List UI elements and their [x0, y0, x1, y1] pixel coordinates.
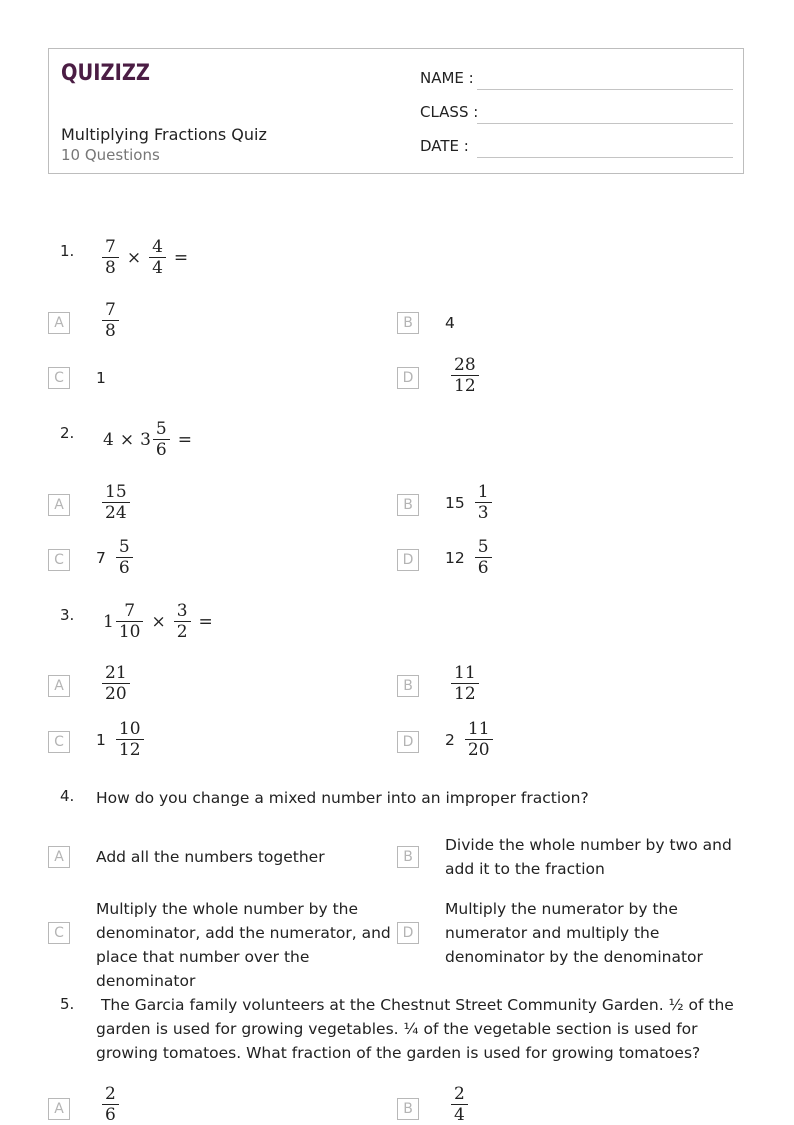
date-field[interactable]: [477, 157, 733, 158]
question-number: 2.: [60, 424, 75, 442]
option-b-answer: Divide the whole number by two and add it to the fraction: [445, 836, 732, 878]
question-2-expression: 4 × 3 $\frac{5}{6}$ =: [103, 419, 192, 460]
option-a-answer: $\frac{2}{6}$: [100, 1084, 121, 1125]
question-number: 1.: [60, 242, 75, 260]
quiz-header: [48, 48, 744, 174]
quiz-title: Multiplying Fractions Quiz: [61, 125, 267, 144]
name-field[interactable]: [477, 89, 733, 90]
option-box-b[interactable]: B: [397, 494, 419, 516]
option-c-answer: 1: [96, 369, 106, 387]
date-label: DATE :: [420, 137, 469, 155]
option-box-b[interactable]: B: [397, 675, 419, 697]
option-box-b[interactable]: B: [397, 1098, 419, 1120]
option-box-a[interactable]: A: [48, 494, 70, 516]
question-1-expression: $\frac{7}{8}$ × $\frac{4}{4}$ =: [100, 237, 194, 278]
question-number: 3.: [60, 606, 75, 624]
option-b-answer: $\frac{2}{4}$: [449, 1084, 470, 1125]
option-box-b[interactable]: B: [397, 846, 419, 868]
option-a-answer: $\frac{21}{20}$: [100, 663, 132, 704]
option-box-a[interactable]: A: [48, 312, 70, 334]
option-box-a[interactable]: A: [48, 846, 70, 868]
option-c-answer: 1 $\frac{10}{12}$: [96, 719, 146, 760]
option-c-answer: Multiply the whole number by the denominator, add the numerator, and place that number over the denominator: [96, 900, 391, 990]
quizizz-logo: [61, 59, 153, 89]
option-d-answer: 12 $\frac{5}{6}$: [445, 537, 494, 578]
question-3-expression: 1 $\frac{7}{10}$ × $\frac{3}{2}$ =: [103, 601, 213, 642]
question-4-text: How do you change a mixed number into an improper fraction?: [96, 789, 589, 807]
option-box-d[interactable]: D: [397, 731, 419, 753]
question-number: 5.: [60, 995, 75, 1013]
option-box-a[interactable]: A: [48, 675, 70, 697]
option-box-c[interactable]: C: [48, 731, 70, 753]
question-number: 4.: [60, 787, 75, 805]
option-b-answer: $\frac{11}{12}$: [449, 663, 481, 704]
option-b-answer: 15 $\frac{1}{3}$: [445, 482, 494, 523]
name-label: NAME :: [420, 69, 474, 87]
option-c-answer: 7 $\frac{5}{6}$: [96, 537, 135, 578]
question-count: 10 Questions: [61, 146, 160, 164]
option-a-answer: $\frac{15}{24}$: [100, 482, 132, 523]
option-box-d[interactable]: D: [397, 549, 419, 571]
option-d-answer: $\frac{28}{12}$: [449, 355, 481, 396]
question-5-text: The Garcia family volunteers at the Chestnut Street Community Garden. ½ of the garden is used for growing vegetables. ¼ of the vegetable section is used for growing tomatoes. What fraction of the garden is used for growing tomatoes?: [96, 996, 739, 1062]
logo-text: QUIZIZZ: [61, 61, 150, 85]
option-a-answer: Add all the numbers together: [96, 848, 325, 866]
option-box-a[interactable]: A: [48, 1098, 70, 1120]
option-box-c[interactable]: C: [48, 922, 70, 944]
option-b-answer: 4: [445, 314, 455, 332]
option-d-answer: 2 $\frac{11}{20}$: [445, 719, 495, 760]
option-box-d[interactable]: D: [397, 922, 419, 944]
option-a-answer: $\frac{7}{8}$: [100, 300, 121, 341]
option-box-b[interactable]: B: [397, 312, 419, 334]
option-box-c[interactable]: C: [48, 367, 70, 389]
option-d-answer: Multiply the numerator by the numerator and multiply the denominator by the denominator: [445, 900, 703, 966]
class-field[interactable]: [477, 123, 733, 124]
class-label: CLASS :: [420, 103, 479, 121]
option-box-d[interactable]: D: [397, 367, 419, 389]
option-box-c[interactable]: C: [48, 549, 70, 571]
